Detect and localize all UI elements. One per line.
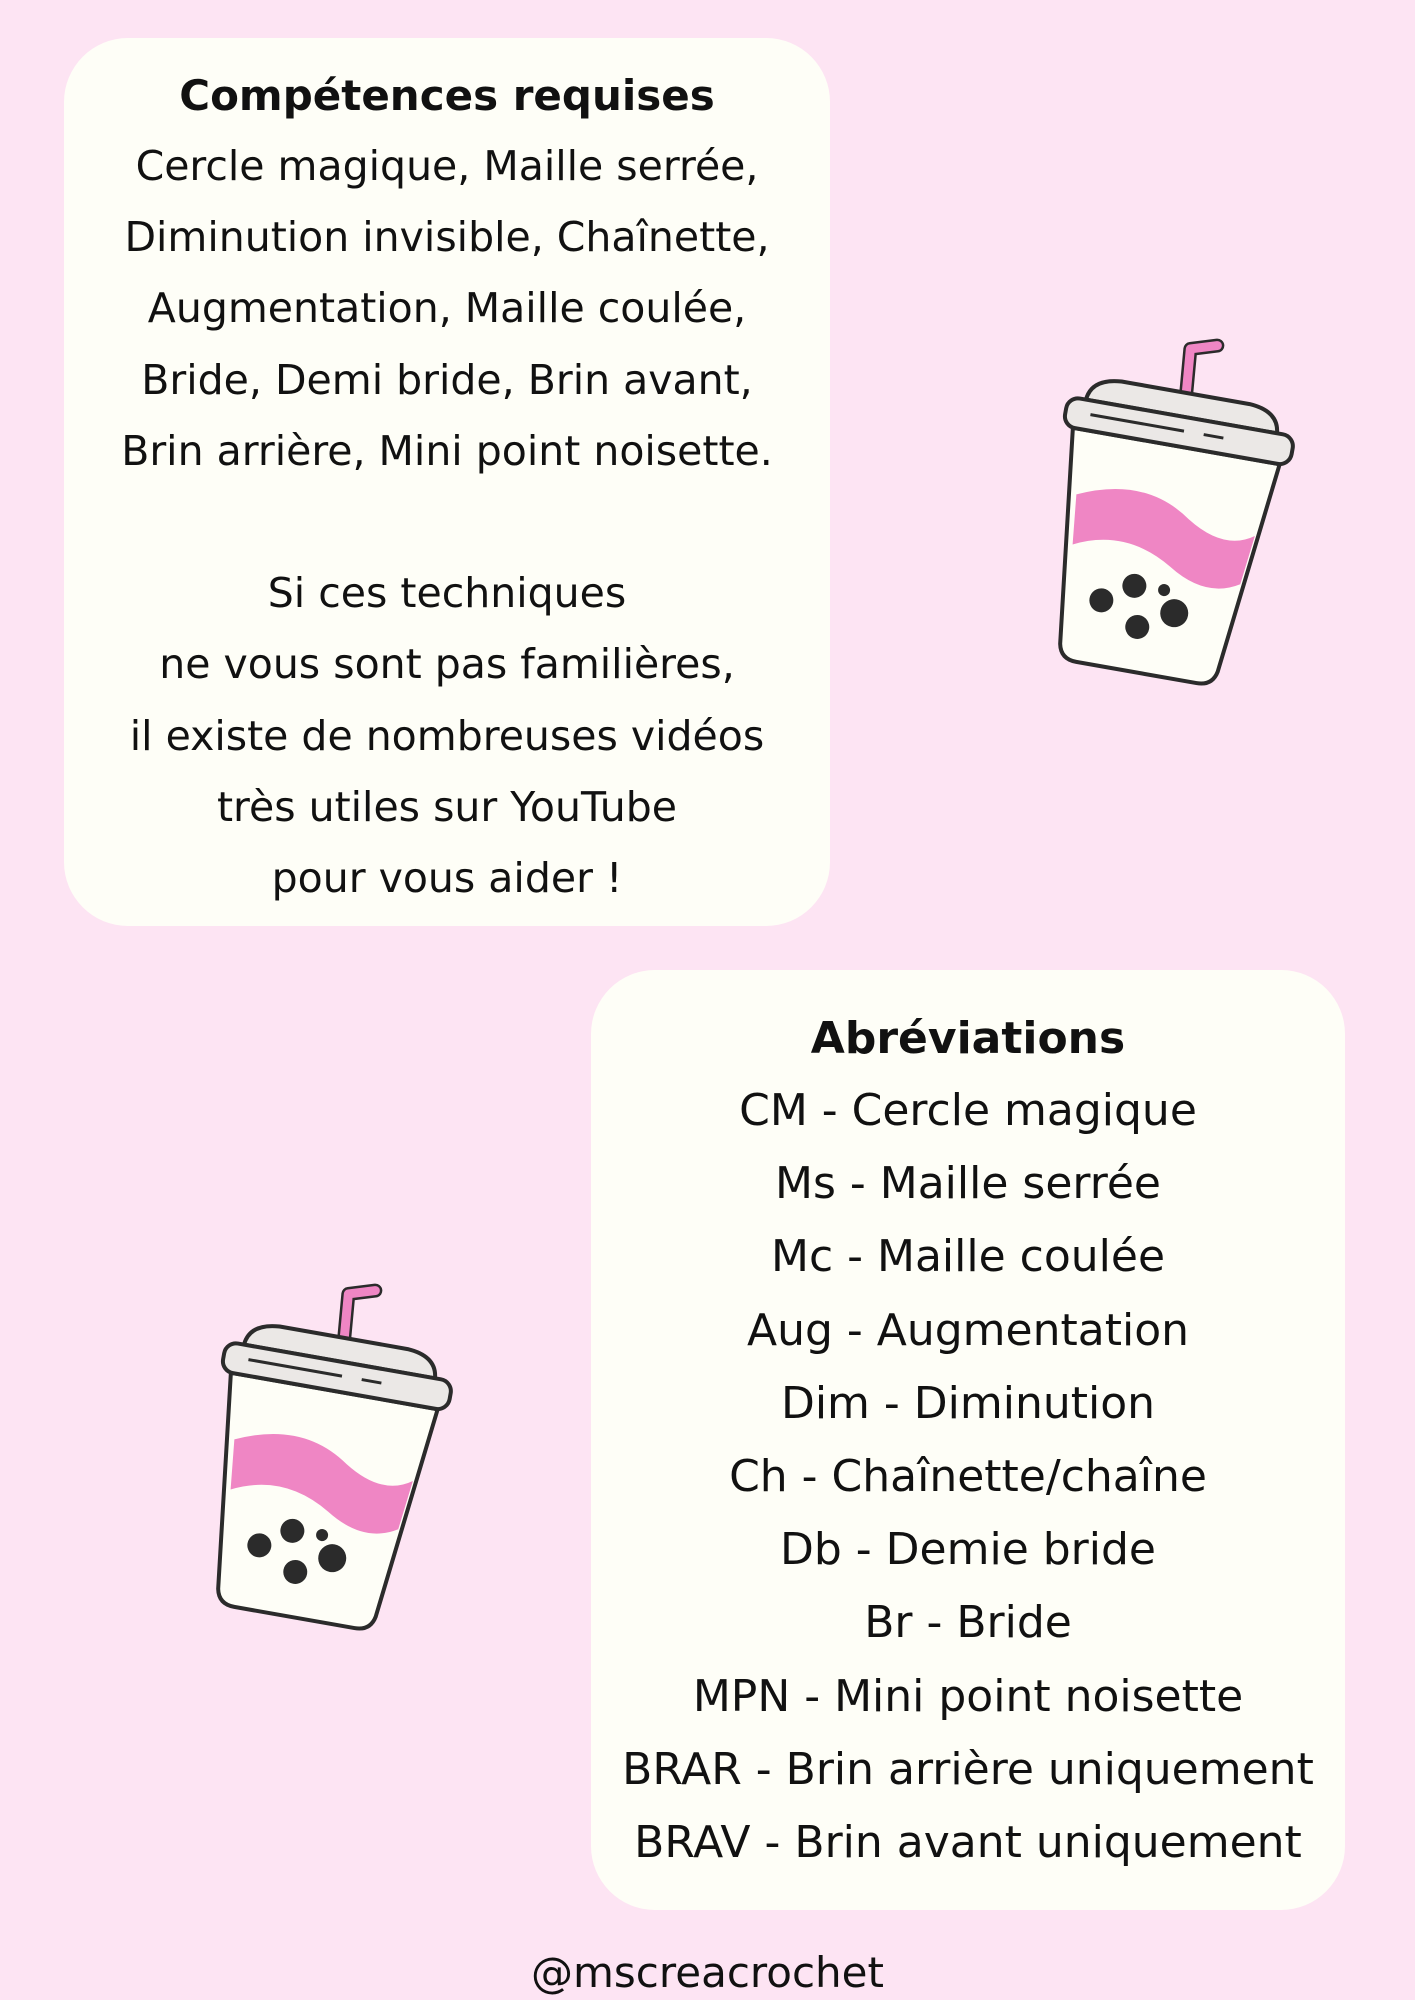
bubble-tea-cup-icon xyxy=(188,1270,458,1640)
skills-line: Diminution invisible, Chaînette, xyxy=(124,213,770,262)
abbreviation-item: Aug - Augmentation xyxy=(747,1304,1189,1356)
skills-line: Bride, Demi bride, Brin avant, xyxy=(141,355,753,404)
abbreviation-item: Dim - Diminution xyxy=(780,1377,1156,1429)
bubble-tea-cup-icon xyxy=(1030,325,1300,695)
help-line: il existe de nombreuses vidéos xyxy=(129,711,765,760)
abbreviation-item: Ms - Maille serrée xyxy=(775,1158,1161,1210)
abbreviation-item: MPN - Mini point noisette xyxy=(692,1670,1244,1722)
abbreviations-title: Abréviations xyxy=(810,1013,1126,1064)
abbreviation-item: Ch - Chaînette/chaîne xyxy=(729,1451,1207,1503)
abbreviation-item: Br - Bride xyxy=(864,1597,1072,1649)
abbreviation-item: CM - Cercle magique xyxy=(739,1085,1197,1136)
footer-handle: @mscreacrochet xyxy=(531,1948,884,1997)
abbreviation-item: BRAV - Brin avant uniquement xyxy=(634,1817,1302,1869)
skills-line: Brin arrière, Mini point noisette. xyxy=(121,426,773,475)
skills-title: Compétences requises xyxy=(179,71,715,120)
help-line: Si ces techniques xyxy=(267,569,627,618)
abbreviation-item: Db - Demie bride xyxy=(780,1524,1156,1576)
abbreviation-item: Mc - Maille coulée xyxy=(770,1231,1166,1283)
skills-card xyxy=(64,38,830,926)
abbreviation-item: BRAR - Brin arrière uniquement xyxy=(622,1743,1314,1795)
abbreviations-card xyxy=(591,970,1345,1910)
paragraph-spacer xyxy=(64,487,830,558)
help-line: ne vous sont pas familières, xyxy=(159,640,735,689)
skills-line: Augmentation, Maille coulée, xyxy=(147,284,747,333)
skills-line: Cercle magique, Maille serrée, xyxy=(135,142,759,190)
help-line: très utiles sur YouTube xyxy=(216,782,678,831)
help-line: pour vous aider ! xyxy=(271,854,623,903)
